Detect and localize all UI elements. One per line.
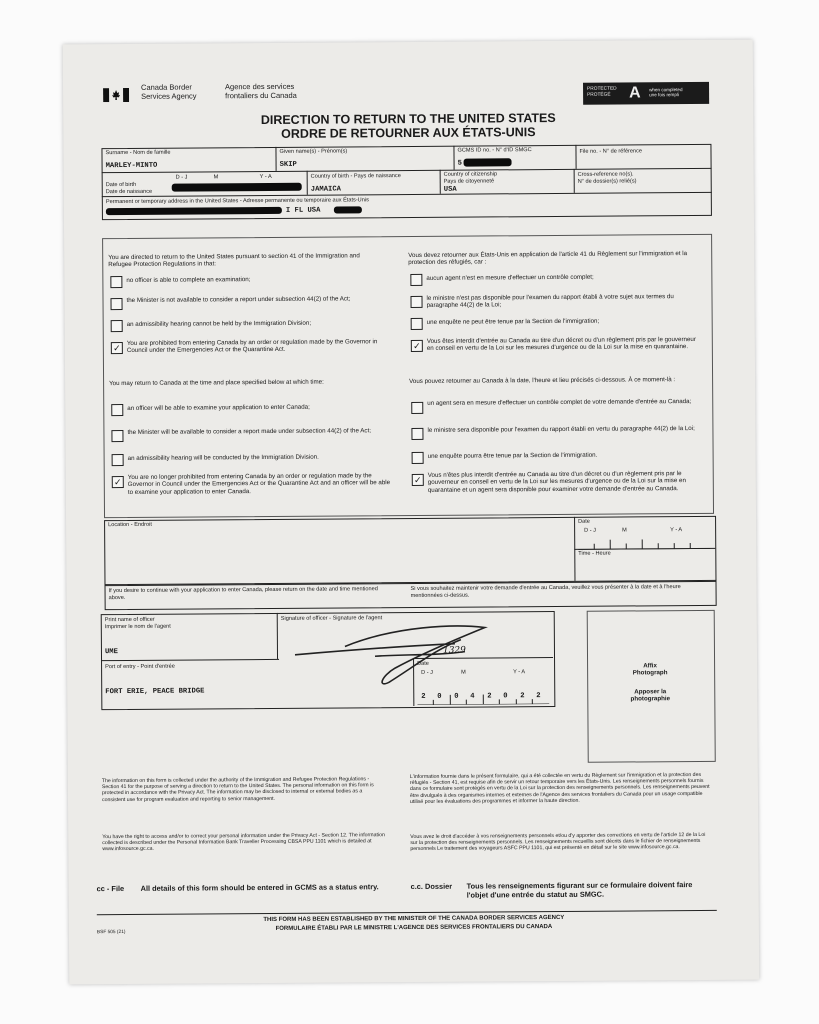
s1-item4-checkbox-en[interactable]: ✓: [111, 342, 123, 354]
section1-intro-en: You are directed to return to the United States pursuant to section 41 of the Immigration and Refugee Protection Regulations in that:: [108, 252, 360, 269]
location-box: [104, 516, 716, 586]
s2-item1-checkbox-en[interactable]: [111, 404, 123, 416]
protected-note: when completed une fois rempli: [649, 87, 683, 98]
section2-intro-fr: Vous pouvez retourner au Canada à la date, l'heure et lieu précisés ci-dessous. À ce moment-là :: [409, 376, 676, 386]
citizenship-label: Country of citizenship Pays de citoyenneté: [443, 171, 498, 185]
protected-badge: [583, 82, 709, 105]
s2-item1-en: an officer will be able to examine your application to enter Canada;: [127, 403, 310, 412]
cc-dossier-label: c.c. Dossier: [410, 881, 453, 892]
s2-item3-en: an admissibility hearing will be conducted by the Immigration Division.: [127, 453, 319, 462]
s1-item4-fr: Vous êtes interdit d'entrée au Canada au titre d'un décret ou d'un règlement pris par le gouverneur en conseil en vertu de la Loi sur les mesures d'urgence ou de la Loi sur la mise en quarantaine.: [426, 336, 696, 353]
address-label: Permanent or temporary address in the United States - Adresse permanente ou temporaire aux États-Unis: [105, 197, 369, 206]
s1-item1-fr: aucun agent n'est en mesure d'effectuer un contrôle complet;: [426, 273, 594, 282]
officer-date-digit: 2: [421, 692, 426, 701]
signature-note: 1329: [442, 645, 466, 656]
s1-item2-en: the Minister is not available to consider a report under subsection 44(2) of the Act;: [126, 295, 351, 304]
canada-flag-icon: [103, 88, 129, 102]
s1-item3-checkbox-fr[interactable]: [411, 318, 423, 330]
address-redaction-2: [334, 206, 362, 213]
address-redaction: [106, 207, 282, 215]
given-name-label: Given name(s) - Prénom(s): [279, 148, 348, 155]
s1-item1-checkbox-fr[interactable]: [410, 274, 422, 286]
s2-item2-fr: le ministre sera disponible pour l'examen du rapport établi en vertu du paragraphe 44(2) de la Loi;: [427, 425, 695, 434]
dob-month-label: M: [213, 174, 219, 181]
officer-date-month: M: [461, 669, 466, 676]
file-no-label: File no. - N° de référence: [579, 148, 643, 155]
privacy-en-2: You have the right to access and/or to correct your personal information under the Privacy Act - Section 12. The information collected is described under the Personal Information Bank Traveller Processing CBSA PPU 1101 which is detailed at www.infosource.gc.ca.: [102, 832, 385, 853]
officer-signature-icon: [285, 615, 506, 697]
signature-label: Signature of officer - Signature de l'agent: [280, 615, 383, 622]
photo-label-en: Affix Photograph: [632, 662, 668, 677]
s2-item2-checkbox-fr[interactable]: [411, 428, 423, 440]
paper-sheet: [63, 40, 760, 985]
officer-date-digit: 2: [487, 692, 492, 701]
gcms-redaction: [464, 158, 512, 166]
s1-item3-checkbox-en[interactable]: [111, 320, 123, 332]
port-of-entry-value: FORT ERIE, PEACE BRIDGE: [105, 687, 205, 697]
officer-date-digit: 2: [520, 692, 525, 701]
cc-file-label: cc - File: [96, 884, 125, 894]
s1-item3-en: an admissibility hearing cannot be held by the Immigration Division;: [126, 319, 312, 328]
agency-name-fr: Agence des services frontaliers du Canada: [224, 81, 297, 100]
surname-value: MARLEY-MINTO: [105, 161, 158, 171]
form-number: BSF 505 (21): [96, 930, 126, 936]
gcms-value: 5: [457, 159, 462, 168]
s2-item1-checkbox-fr[interactable]: [411, 402, 423, 414]
continue-note-en: If you desire to continue with your application to enter Canada, please return on the date and time mentioned above.: [108, 586, 378, 601]
dob-redaction: [172, 183, 302, 192]
protected-letter: A: [629, 84, 641, 102]
s2-item4-checkbox-en[interactable]: ✓: [112, 476, 124, 488]
officer-date-digit: 4: [470, 692, 475, 701]
crossref-label: Cross-reference no(s). N° de dossier(s) relié(s): [577, 171, 637, 185]
return-date-month: M: [622, 527, 627, 534]
s1-item2-fr: le ministre n'est pas disponible pour l'examen du rapport établi à votre sujet aux termes du paragraphe 44(2) de la Loi;: [426, 293, 674, 310]
photo-box: [587, 610, 716, 763]
section1-intro-fr: Vous devez retourner aux États-Unis en application de l'article 41 du Règlement sur l'immigration et la protection des réfugiés, car :: [408, 250, 688, 267]
officer-date-label: Date: [417, 660, 429, 667]
s2-item2-en: the Minister will be available to consider a report made under subsection 44(2) of the Act;: [127, 427, 371, 436]
given-name-value: SKIP: [279, 160, 297, 169]
established-fr: FORMULAIRE ÉTABLI PAR LE MINISTRE L'AGENCE DES SERVICES FRONTALIERS DU CANADA: [275, 924, 553, 932]
officer-date-day: D - J: [421, 669, 433, 676]
officer-date-digit: 0: [503, 692, 508, 701]
title-fr: ORDRE DE RETOURNER AUX ÉTATS-UNIS: [281, 125, 536, 141]
birth-country-label: Country of birth - Pays de naissance: [310, 173, 401, 180]
s2-item3-fr: une enquête pourra être tenue par la Section de l'immigration.: [427, 451, 598, 460]
s2-item2-checkbox-en[interactable]: [111, 430, 123, 442]
gcms-label: GCMS ID no. - N° d'ID SMGC: [457, 147, 532, 154]
protected-label: PROTECTED PROTÉGÉ: [587, 86, 617, 98]
continue-note-fr: Si vous souhaitez maintenir votre demande d'entrée au Canada, veuillez vous présenter à la date et à l'heure mentionnées ci-dessus.: [410, 584, 681, 599]
s2-item4-en: You are no longer prohibited from entering Canada by an order or regulation made by the Governor in Council under the Emergencies Act or the Quarantine Act and an officer will be able to examine your application to enter Canada.: [127, 472, 391, 496]
s2-item3-checkbox-fr[interactable]: [412, 452, 424, 464]
s1-item2-checkbox-en[interactable]: [110, 298, 122, 310]
s2-item3-checkbox-en[interactable]: [112, 454, 124, 466]
cc-file-text: All details of this form should be entered in GCMS as a status entry.: [140, 882, 379, 893]
privacy-en-1: The information on this form is collected under the authority of the Immigration and Refugee Protection Regulations - Section 41 for the purpose of serving a direction to return to the United States. The personal information on this form is protected in accordance with the Privacy Act. The information may be disclosed to internal or external bodies as a consistent use for program evaluation and reporting to senior management.: [101, 776, 374, 803]
s2-item1-fr: un agent sera en mesure d'effectuer un contrôle complet de votre demande d'entrée au Canada;: [427, 398, 692, 407]
return-date-ticks[interactable]: [578, 536, 710, 547]
privacy-fr-1: L'information fournie dans le présent formulaire, qui a été collectée en vertu du Règlement sur l'immigration et la protection des réfugiés - Section 41, est requise afin de servir un retour temporaire vers les États-Unis. Les renseignements personnels fournis dans ce formulaire sont protégés en vertu de la Loi sur la protection des renseignements personnels. Les renseignements peuvent être divulgués à des organismes internes et externes de l'Agence des services frontaliers du Canada pour un usage compatible utilisé pour les évaluations des programmes et informer la haute direction.: [409, 771, 710, 805]
dob-year-label: Y - A: [259, 173, 272, 181]
return-time-label[interactable]: Time - Heure: [578, 550, 611, 557]
officer-date-digit: 0: [437, 692, 442, 701]
officer-name-label: Print name of officer Imprimer le nom de l'agent: [104, 616, 171, 630]
port-of-entry-label: Port of entry - Point d'entrée: [105, 663, 175, 671]
s1-item2-checkbox-fr[interactable]: [410, 296, 422, 308]
s1-item3-fr: une enquête ne peut être tenue par la Section de l'immigration;: [426, 317, 600, 326]
title-en: DIRECTION TO RETURN TO THE UNITED STATES: [260, 110, 556, 128]
s1-item1-en: no officer is able to complete an examination;: [126, 276, 251, 284]
address-value: I FL USA: [285, 206, 321, 215]
return-date-day: D - J: [584, 527, 596, 534]
s2-item4-fr: Vous n'êtes plus interdit d'entrée au Canada au titre d'un décret ou d'un règlement pris par le gouverneur en conseil en vertu de la Loi sur les mesures d'urgence ou de la Loi sur la mise en quarantaine et un agent sera disponible pour examiner votre demande d'entrée au Canada.: [427, 470, 686, 494]
return-date-year: Y - A: [670, 527, 683, 534]
location-label[interactable]: Location - Endroit: [108, 521, 152, 529]
photo-label-fr: Apposer la photographie: [630, 688, 671, 703]
cc-dossier-text: Tous les renseignements figurant sur ce formulaire doivent faire l'objet d'une entrée du statut au SMGC.: [466, 880, 693, 900]
s1-item4-en: You are prohibited from entering Canada by an order or regulation made by the Governor in Council under the Emergencies Act or the Quarantine Act.: [126, 338, 378, 355]
s2-item4-checkbox-fr[interactable]: ✓: [412, 474, 424, 486]
surname-label: Surname - Nom de famille: [105, 149, 171, 157]
return-date-label: Date: [578, 518, 590, 525]
officer-date-digit: 2: [536, 692, 541, 701]
officer-date-year: Y - A: [513, 669, 526, 676]
s1-item4-checkbox-fr[interactable]: ✓: [411, 340, 423, 352]
agency-name-en: Canada Border Services Agency: [140, 82, 197, 101]
s1-item1-checkbox-en[interactable]: [110, 276, 122, 288]
citizenship-value: USA: [443, 185, 457, 194]
dob-day-label: D - J: [175, 174, 188, 181]
section2-intro-en: You may return to Canada at the time and place specified below at which time:: [109, 378, 324, 388]
birth-country-value: JAMAICA: [310, 185, 341, 194]
officer-name-value: UME: [104, 648, 118, 657]
officer-date-digit: 0: [454, 692, 459, 701]
dob-label: Date of birth Date de naissance: [105, 181, 153, 195]
privacy-fr-2: Vous avez le droit d'accéder à vos renseignements personnels et/ou d'y apporter des corrections en vertu de l'article 12 de la Loi sur la protection des renseignements personnels. Les renseignements recueillis sont décrits dans le fichier de renseignements personnels Le traitement des voyageurs ASFC PPU 1101, qui est présenté en détail sur le site www.infosource.gc.ca.: [410, 831, 706, 853]
established-en: THIS FORM HAS BEEN ESTABLISHED BY THE MINISTER OF THE CANADA BORDER SERVICES AGENCY: [263, 914, 565, 924]
